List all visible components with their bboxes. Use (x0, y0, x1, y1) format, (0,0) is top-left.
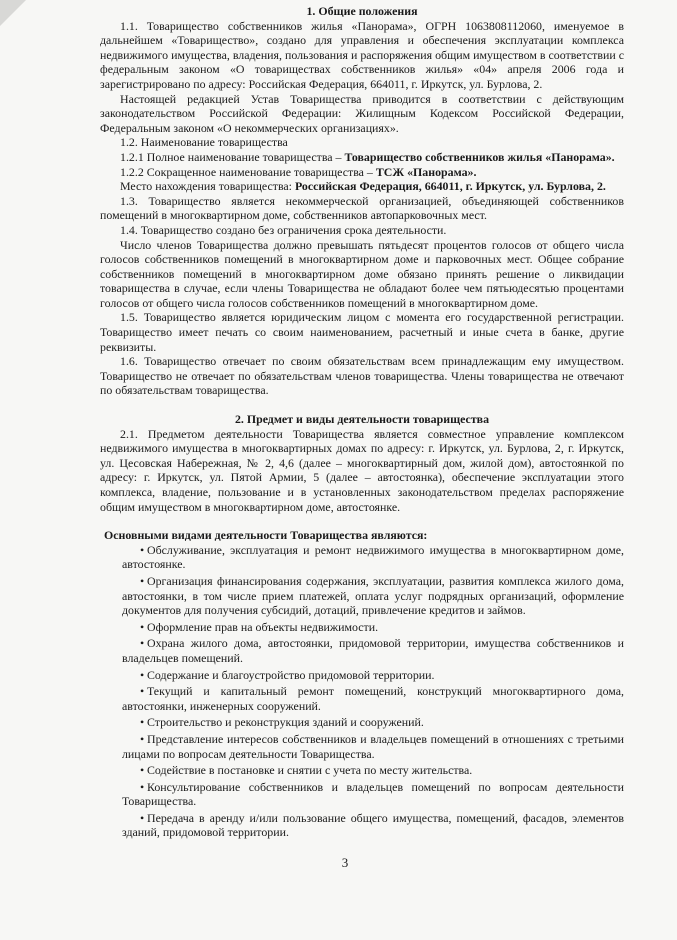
bullet-icon: • (140, 810, 145, 825)
short-name-label: 1.2.2 Сокращенное наименование товарищества – (120, 164, 376, 179)
bullet-icon: • (140, 684, 145, 699)
list-item (122, 811, 624, 840)
paragraph-2-1: 2.1. Предметом деятельности Товарищества является совместное управление комплексом недвижимого имущества в многоквартирных домах по адресу: г. Иркутск, ул. Бурлова, 2, г. Иркутск, ул. Цесовская Набережная, № 2, 4,6 (далее – многоквартирный дом, жилой дом), автостоянкой по адресу: г. Иркутск, ул. Пятой Армии, 5 (далее – автостоянка), обеспечение эксплуатации этого комплекса, владение, пользование и в установленных законодательством пределах распоряжение общим имуществом в многоквартирном доме, автостоянке. (100, 426, 624, 514)
list-item-text: Консультирование собственников и владельцев помещений по вопросам деятельности Товарищества. (122, 779, 624, 809)
section-2-heading: 2. Предмет и виды деятельности товарищества (234, 412, 490, 427)
bullet-icon: • (140, 636, 145, 651)
list-item-text: Содействие в постановке и снятии с учета по месту жительства. (147, 763, 473, 778)
list-item-text: Организация финансирования содержания, эксплуатации, развития комплекса жилого дома, автостоянки, в том числе прием платежей, оплата услуг подрядных организаций, оформление документов для получения субсидий, дотаций, привлечение кредитов и займов. (122, 573, 624, 618)
short-name-value: ТСЖ «Панорама». (375, 164, 477, 179)
paragraph-1-5: 1.5. Товарищество является юридическим лицом с момента его государственной регистрации. Товарищество имеет печать со своим наименованием, расчетный и иные счета в банке, другие реквизиты. (100, 310, 624, 354)
paragraph-1-2-1 (100, 150, 624, 165)
bullet-icon: • (140, 715, 145, 730)
paragraph-1-2-2 (100, 165, 624, 180)
list-item-text: Представление интересов собственников и владельцев помещений в отношениях с третьими лицами по вопросам деятельности Товарищества. (122, 731, 624, 761)
list-item (122, 574, 624, 618)
bullet-icon: • (140, 763, 145, 778)
full-name-value: Товарищество собственников жилья «Панорама». (344, 149, 615, 164)
list-item (122, 684, 624, 713)
activities-heading: Основными видами деятельности Товарищества являются: (104, 528, 428, 543)
page-number: 3 (341, 855, 349, 870)
paragraph-1-1: 1.1. Товарищество собственников жилья «Панорама», ОГРН 1063808112060, именуемое в дальнейшем «Товарищество», создано для управления и обеспечения эксплуатации комплекса недвижимого имущества, владения, пользования и распоряжения общим имуществом в соответствии с федеральным законом «О товариществах собственников жилья» «04» апреля 2006 года и зарегистрировано по адресу: Российская Федерация, 664011, г. Иркутск, ул. Бурлова, 2. (100, 18, 624, 91)
bullet-icon: • (140, 667, 145, 682)
list-item-text: Охрана жилого дома, автостоянки, придомовой территории, имущества собственников и владельцев помещений. (122, 636, 624, 665)
list-item (122, 543, 624, 572)
bullet-icon: • (140, 779, 145, 794)
location-label: Место нахождения товарищества: (120, 179, 295, 194)
list-item (122, 668, 624, 683)
list-item-text: Строительство и реконструкция зданий и сооружений. (147, 715, 424, 730)
bullet-icon: • (140, 619, 145, 634)
section-1-heading: 1. Общие положения (306, 4, 418, 18)
paragraph-1-6: 1.6. Товарищество отвечает по своим обязательствам всем принадлежащим ему имуществом. Товарищество не отвечает по обязательствам членов товарищества. Члены товарищества не отвечают по обязательствам товарищества. (100, 354, 624, 398)
list-item-text: Содержание и благоустройство придомовой территории. (147, 667, 435, 682)
paragraph-charter-edition: Настоящей редакцией Устав Товарищества приводится в соответствии с действующим законодательством Российской Федерации: Жилищным Кодексом Российской Федерации, Федеральным законом «О некоммерческих организациях». (100, 91, 624, 135)
list-item (122, 763, 624, 778)
list-item-text: Передача в аренду и/или пользование общего имущества, помещений, фасадов, элементов зданий, придомовой территории. (122, 810, 624, 840)
bullet-icon: • (140, 573, 145, 588)
page-corner-fold (0, 0, 26, 26)
document-body (100, 4, 624, 840)
full-name-label: 1.2.1 Полное наименование товарищества – (120, 149, 345, 164)
list-item (122, 780, 624, 809)
list-item (122, 620, 624, 635)
list-item (122, 732, 624, 761)
paragraph-1-3: 1.3. Товарищество является некоммерческой организацией, объединяющей собственников помещений в многоквартирном доме, собственников автопарковочных мест. (100, 193, 624, 223)
paragraph-1-2: 1.2. Наименование товарищества (120, 135, 288, 150)
list-item (122, 636, 624, 665)
location-value: Российская Федерация, 664011, г. Иркутск, ул. Бурлова, 2. (294, 179, 606, 194)
list-item-text: Оформление прав на объекты недвижимости. (147, 619, 379, 634)
list-item (122, 715, 624, 730)
list-item-text: Обслуживание, эксплуатация и ремонт недвижимого имущества в многоквартирном доме, автостоянке. (122, 542, 624, 572)
bullet-icon: • (140, 542, 145, 557)
list-item-text: Текущий и капитальный ремонт помещений, конструкций многоквартирного дома, автостоянки, инженерных сооружений. (122, 684, 624, 713)
paragraph-1-4: 1.4. Товарищество создано без ограничения срока деятельности. (120, 222, 447, 237)
paragraph-location (100, 179, 624, 194)
bullet-icon: • (140, 731, 145, 746)
activities-list (100, 543, 624, 840)
paragraph-members: Число членов Товарищества должно превышать пятьдесят процентов голосов от общего числа голосов собственников помещений в многоквартирном доме и парковочных мест. Общее собрание собственников помещений в многоквартирном доме обязано принять решение о ликвидации товарищества в случае, если члены Товарищества не обладают более чем пятьюдесятью процентами голосов от общего числа голосов собственников помещений в многоквартирном доме. (100, 237, 624, 310)
